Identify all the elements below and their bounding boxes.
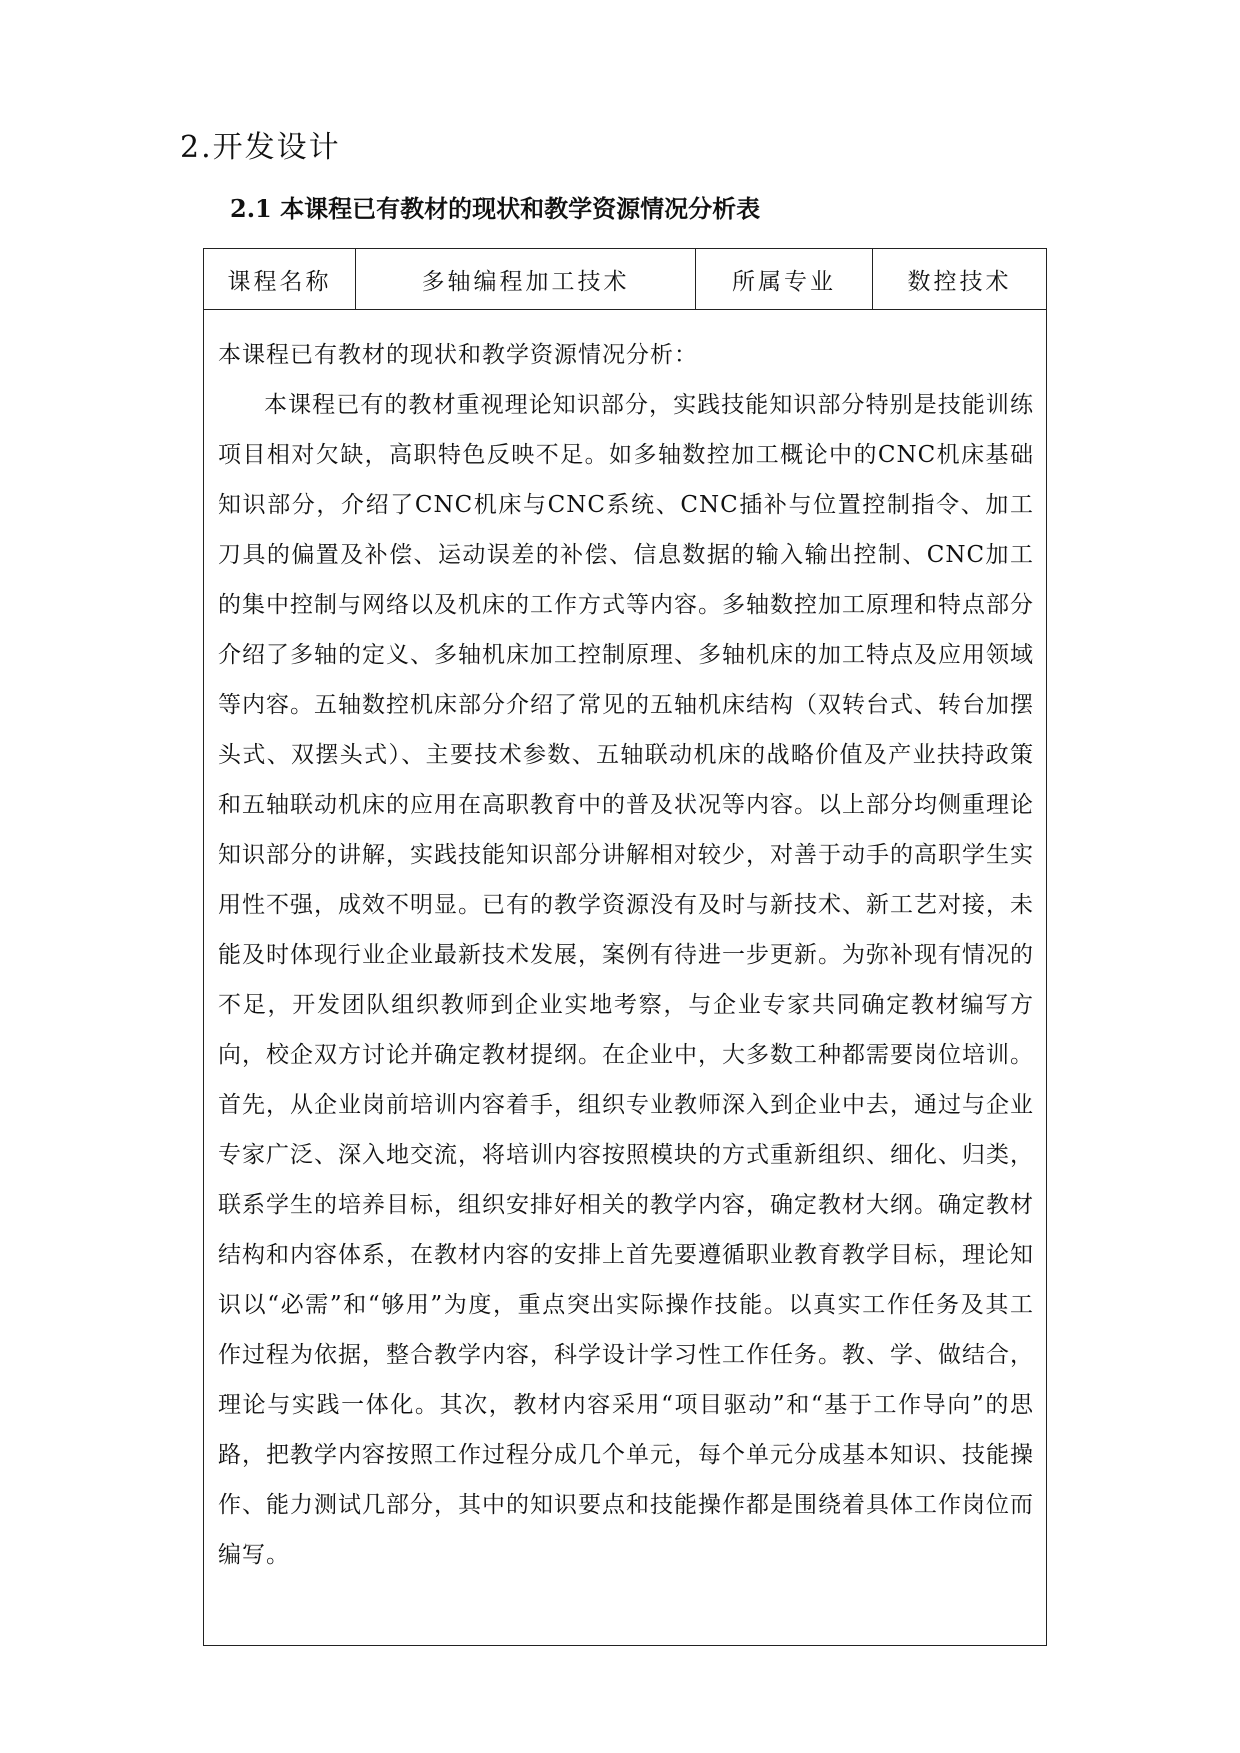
major-value: 数控技术: [873, 249, 1047, 310]
analysis-cell: [204, 310, 1047, 1646]
analysis-row: [204, 310, 1047, 1646]
course-name-value: 多轴编程加工技术: [356, 249, 696, 310]
analysis-intro: 本课程已有教材的现状和教学资源情况分析：: [218, 342, 698, 368]
analysis-table: [203, 248, 1047, 1646]
analysis-body: 本课程已有的教材重视理论知识部分，实践技能知识部分特别是技能训练项目相对欠缺，高职特色反映不足。如多轴数控加工概论中的CNC机床基础知识部分，介绍了CNC机床与CNC系统、CNC插补与位置控制指令、加工刀具的偏置及补偿、运动误差的补偿、信息数据的输入输出控制、CNC加工的集中控制与网络以及机床的工作方式等内容。多轴数控加工原理和特点部分介绍了多轴的定义、多轴机床加工控制原理、多轴机床的加工特点及应用领域等内容。五轴数控机床部分介绍了常见的五轴机床结构（双转台式、转台加摆头式、双摆头式）、主要技术参数、五轴联动机床的战略价值及产业扶持政策和五轴联动机床的应用在高职教育中的普及状况等内容。以上部分均侧重理论知识部分的讲解，实践技能知识部分讲解相对较少，对善于动手的高职学生实用性不强，成效不明显。已有的教学资源没有及时与新技术、新工艺对接，未能及时体现行业企业最新技术发展，案例有待进一步更新。为弥补现有情况的不足，开发团队组织教师到企业实地考察，与企业专家共同确定教材编写方向，校企双方讨论并确定教材提纲。在企业中，大多数工种都需要岗位培训。首先，从企业岗前培训内容着手，组织专业教师深入到企业中去，通过与企业专家广泛、深入地交流，将培训内容按照模块的方式重新组织、细化、归类，联系学生的培养目标，组织安排好相关的教学内容，确定教材大纲。确定教材结构和内容体系，在教材内容的安排上首先要遵循职业教育教学目标，理论知识以“必需”和“够用”为度，重点突出实际操作技能。以真实工作任务及其工作过程为依据，整合教学内容，科学设计学习性工作任务。教、学、做结合，理论与实践一体化。其次，教材内容采用“项目驱动”和“基于工作导向”的思路，把教学内容按照工作过程分成几个单元，每个单元分成基本知识、技能操作、能力测试几部分，其中的知识要点和技能操作都是围绕着具体工作岗位而编写。: [218, 392, 1034, 1568]
subsection-heading: 2.1 本课程已有教材的现状和教学资源情况分析表: [230, 194, 761, 223]
course-name-label: 课程名称: [204, 249, 356, 310]
major-label: 所属专业: [696, 249, 873, 310]
course-info-row: [204, 249, 1047, 310]
section-heading: 2.开发设计: [180, 130, 341, 165]
